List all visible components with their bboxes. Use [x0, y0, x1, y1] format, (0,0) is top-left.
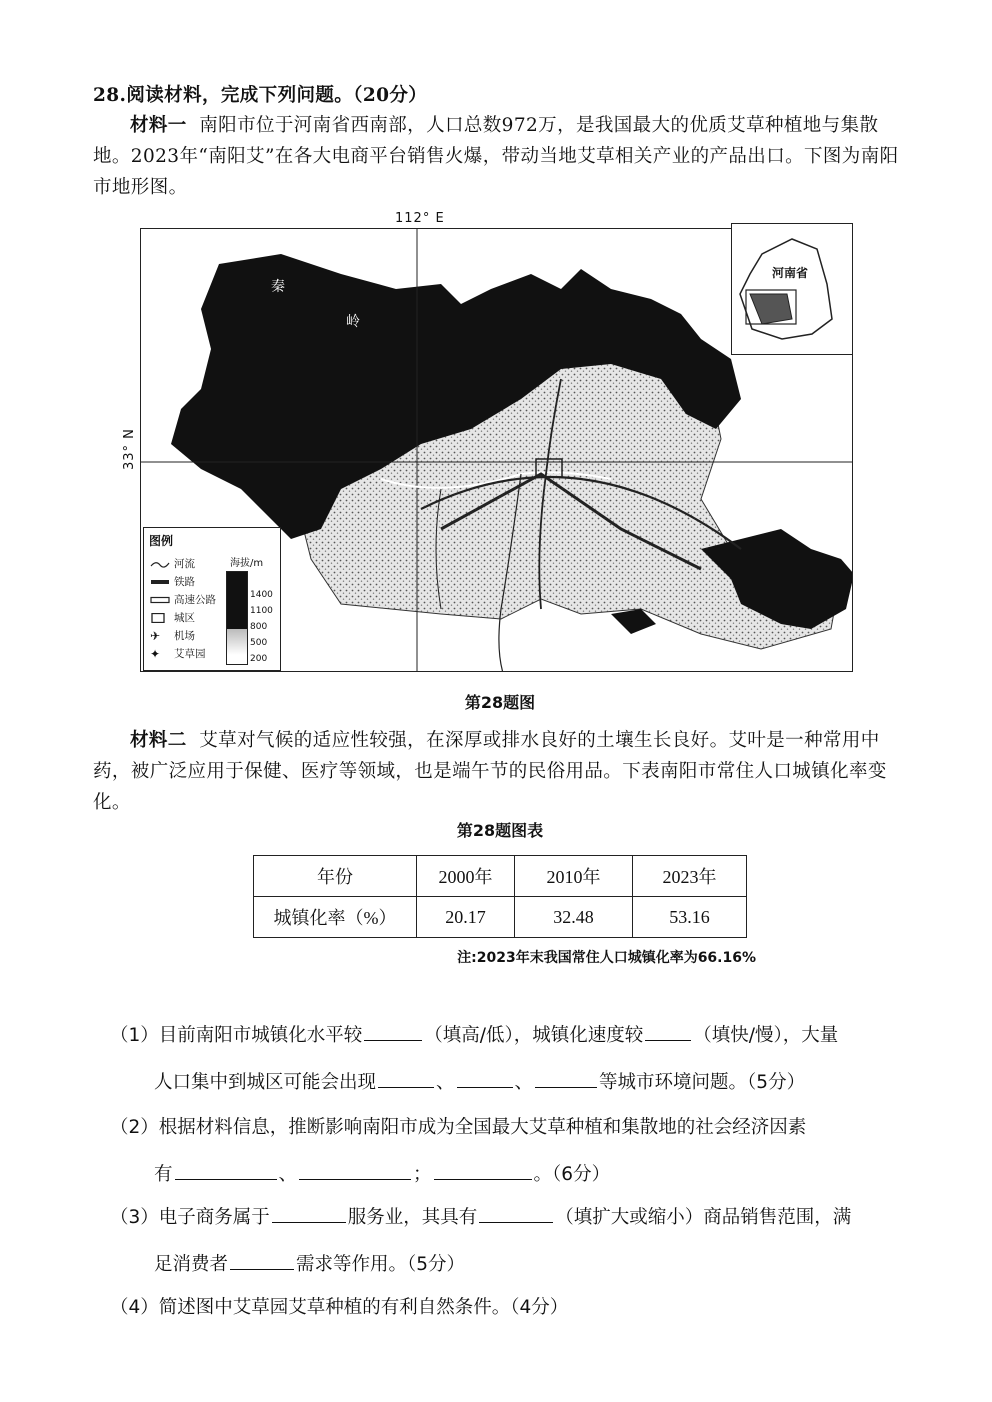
answer-blank[interactable] [378, 1069, 434, 1088]
airplane-icon: ✈ [150, 628, 161, 643]
highway-icon [150, 595, 170, 605]
table-header-cell: 2023年 [633, 856, 747, 897]
table-header-cell: 2010年 [515, 856, 633, 897]
table-row [254, 897, 747, 938]
answer-blank[interactable] [479, 1204, 553, 1223]
elevation-tick-500: 500 [250, 638, 268, 648]
q3-text-d: 足消费者 [154, 1254, 229, 1275]
legend-mugwort-garden [150, 646, 206, 661]
legend-city-label: 城区 [174, 612, 195, 624]
q3-text-e: 需求等作用。（5分） [296, 1254, 466, 1275]
material-1 [93, 110, 908, 203]
elevation-tick-200: 200 [250, 654, 268, 664]
latitude-label: 33° N [122, 428, 137, 470]
q2-text-c: 。（6分） [533, 1164, 611, 1185]
river-icon [150, 559, 170, 569]
q2-text-a: （2）根据材料信息，推断影响南阳市成为全国最大艾草种植和集散地的社会经济因素 [110, 1117, 807, 1138]
question-3 [110, 1194, 910, 1288]
question-2 [110, 1104, 910, 1198]
table-header-cell: 年份 [254, 856, 417, 897]
elevation-tick-1400: 1400 [250, 590, 273, 600]
legend-city [150, 610, 195, 625]
legend-river [150, 556, 195, 571]
q1-text-a: （1）目前南阳市城镇化水平较 [110, 1025, 363, 1046]
elevation-color-bar [226, 571, 248, 665]
table-header-row [254, 856, 747, 897]
railway-icon [150, 577, 170, 587]
material-1-label: 材料一 [130, 115, 187, 136]
city-area-icon [150, 613, 170, 623]
answer-blank[interactable] [645, 1022, 691, 1041]
answer-blank[interactable] [175, 1161, 277, 1180]
answer-blank[interactable] [535, 1069, 597, 1088]
table-cell: 53.16 [633, 897, 747, 938]
legend-river-label: 河流 [174, 558, 195, 570]
legend-highway-label: 高速公路 [174, 594, 216, 606]
answer-blank[interactable] [272, 1204, 346, 1223]
legend-elevation-title: 海拔/m [230, 558, 264, 569]
q3-text-c: （填扩大或缩小）商品销售范围，满 [555, 1207, 852, 1228]
answer-blank[interactable] [434, 1161, 532, 1180]
table-cell: 城镇化率（%） [254, 897, 417, 938]
q4-text: （4）简述图中艾草园艾草种植的有利自然条件。（4分） [110, 1297, 569, 1318]
answer-blank[interactable] [457, 1069, 513, 1088]
q3-text-a: （3）电子商务属于 [110, 1207, 270, 1228]
table-cell: 32.48 [515, 897, 633, 938]
table-cell: 20.17 [417, 897, 515, 938]
question-title: 28.阅读材料，完成下列问题。（20分） [93, 85, 428, 106]
elevation-tick-800: 800 [250, 622, 268, 632]
legend-railway [150, 574, 195, 589]
q2-separator: 、 [278, 1164, 298, 1185]
table-caption: 第28题图表 [456, 821, 544, 840]
q1-text-b: （填高/低），城镇化速度较 [424, 1025, 644, 1046]
q1-separator: 、 [514, 1072, 534, 1093]
legend-airport-label: 机场 [174, 630, 195, 642]
material-2-label: 材料二 [130, 730, 187, 751]
q2-text-b: 有 [154, 1164, 173, 1185]
table-note: 注:2023年末我国常住人口城镇化率为66.16% [457, 950, 756, 966]
material-2-text: 艾草对气候的适应性较强，在深厚或排水良好的土壤生长良好。艾叶是一种常用中药，被广泛应用于保健、医疗等领域，也是端午节的民俗用品。下表南阳市常住人口城镇化率变化。 [93, 730, 887, 813]
legend-mugwort-garden-label: 艾草园 [174, 648, 206, 660]
answer-blank[interactable] [299, 1161, 411, 1180]
longitude-label: 112° E [395, 211, 445, 226]
map-caption: 第28题图 [464, 693, 536, 712]
map-legend [143, 527, 281, 671]
material-1-text: 南阳市位于河南省西南部，人口总数972万，是我国最大的优质艾草种植地与集散地。2023年“南阳艾”在各大电商平台销售火爆，带动当地艾草相关产业的产品出口。下图为南阳市地形图。 [93, 115, 899, 198]
legend-highway [150, 592, 216, 607]
q1-text-d: 人口集中到城区可能会出现 [154, 1072, 377, 1093]
material-2 [93, 725, 908, 818]
question-4 [110, 1284, 910, 1331]
answer-blank[interactable] [230, 1251, 294, 1270]
q2-separator: ； [413, 1164, 432, 1185]
map-label-ling: 岭 [346, 314, 360, 330]
answer-blank[interactable] [364, 1022, 422, 1041]
q1-text-e: 等城市环境问题。（5分） [599, 1072, 806, 1093]
q1-separator: 、 [436, 1072, 455, 1093]
star-marker-icon: ✦ [150, 646, 161, 661]
urbanization-table [253, 855, 747, 938]
q3-text-b: 服务业，其具有 [347, 1207, 478, 1228]
legend-airport [150, 628, 195, 643]
elevation-tick-1100: 1100 [250, 606, 273, 616]
map-label-qin: 秦 [271, 279, 285, 295]
legend-railway-label: 铁路 [174, 576, 195, 588]
inset-map-drawing [732, 224, 852, 354]
inset-province-label: 河南省 [772, 266, 809, 280]
legend-title: 图例 [149, 534, 174, 548]
question-1 [110, 1012, 910, 1106]
inset-map [731, 223, 853, 355]
table-header-cell: 2000年 [417, 856, 515, 897]
q1-text-c: （填快/慢），大量 [693, 1025, 839, 1046]
